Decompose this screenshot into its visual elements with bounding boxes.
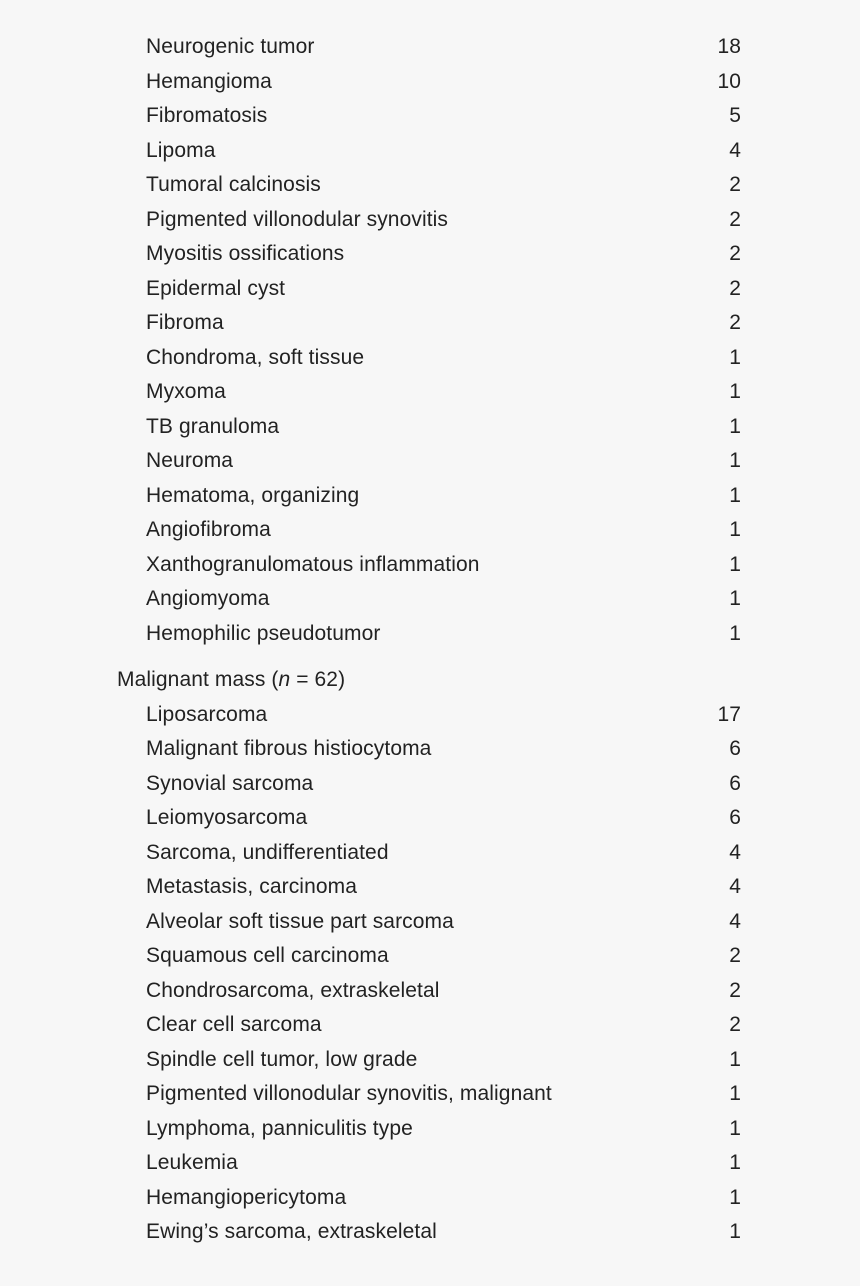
diagnosis-table <box>0 30 860 1250</box>
diagnosis-name: Epidermal cyst <box>146 276 286 300</box>
diagnosis-name: Alveolar soft tissue part sarcoma <box>146 909 454 933</box>
table-row <box>0 30 860 65</box>
table-row <box>0 836 860 871</box>
diagnosis-name: Lymphoma, panniculitis type <box>146 1116 413 1140</box>
case-count: 1 <box>729 1185 741 1209</box>
table-row <box>0 905 860 940</box>
table-row <box>0 548 860 583</box>
diagnosis-name: Leiomyosarcoma <box>146 806 308 830</box>
heading-suffix: = 62) <box>290 668 346 692</box>
case-count: 2 <box>729 311 741 335</box>
diagnosis-name: Synovial sarcoma <box>146 771 314 795</box>
table-row <box>0 65 860 100</box>
table-row <box>0 698 860 733</box>
case-count: 4 <box>729 875 741 899</box>
diagnosis-name: Neurogenic tumor <box>146 35 315 59</box>
table-row <box>0 974 860 1009</box>
diagnosis-name: Fibromatosis <box>146 104 268 128</box>
case-count: 2 <box>729 173 741 197</box>
table-row <box>0 237 860 272</box>
case-count: 1 <box>729 414 741 438</box>
table-row <box>0 582 860 617</box>
diagnosis-name: Liposarcoma <box>146 702 268 726</box>
diagnosis-name: Xanthogranulomatous inflammation <box>146 552 480 576</box>
table-row <box>0 134 860 169</box>
case-count: 1 <box>729 380 741 404</box>
table-row <box>0 99 860 134</box>
diagnosis-name: Lipoma <box>146 138 216 162</box>
case-count: 1 <box>729 449 741 473</box>
case-count: 18 <box>717 35 741 59</box>
table-row <box>0 732 860 767</box>
case-count: 6 <box>729 737 741 761</box>
case-count: 1 <box>729 1220 741 1244</box>
table-row <box>0 617 860 652</box>
table-row <box>0 341 860 376</box>
table-row <box>0 1215 860 1250</box>
diagnosis-name: Pigmented villonodular synovitis, malignant <box>146 1082 552 1106</box>
case-count: 2 <box>729 944 741 968</box>
diagnosis-name: Neuroma <box>146 449 234 473</box>
diagnosis-name: Spindle cell tumor, low grade <box>146 1047 418 1071</box>
group-heading-malignant <box>0 663 860 698</box>
diagnosis-name: TB granuloma <box>146 414 280 438</box>
case-count: 1 <box>729 587 741 611</box>
table-row <box>0 513 860 548</box>
case-count: 4 <box>729 138 741 162</box>
diagnosis-name: Hematoma, organizing <box>146 483 360 507</box>
diagnosis-name: Angiofibroma <box>146 518 271 542</box>
diagnosis-name: Angiomyoma <box>146 587 270 611</box>
table-row <box>0 168 860 203</box>
diagnosis-name: Hemangiopericytoma <box>146 1185 347 1209</box>
table-row <box>0 1043 860 1078</box>
table-row <box>0 870 860 905</box>
table-row <box>0 801 860 836</box>
diagnosis-name: Myxoma <box>146 380 226 404</box>
diagnosis-name: Fibroma <box>146 311 224 335</box>
table-row <box>0 410 860 445</box>
diagnosis-name: Malignant fibrous histiocytoma <box>146 737 432 761</box>
table-row <box>0 767 860 802</box>
diagnosis-name: Clear cell sarcoma <box>146 1013 322 1037</box>
case-count: 6 <box>729 806 741 830</box>
case-count: 4 <box>729 909 741 933</box>
diagnosis-name: Squamous cell carcinoma <box>146 944 389 968</box>
case-count: 17 <box>717 702 741 726</box>
table-row <box>0 203 860 238</box>
case-count: 1 <box>729 345 741 369</box>
table-row <box>0 1112 860 1147</box>
table-row <box>0 272 860 307</box>
case-count: 1 <box>729 1151 741 1175</box>
table-row <box>0 444 860 479</box>
table-row <box>0 1146 860 1181</box>
diagnosis-name: Hemophilic pseudotumor <box>146 621 381 645</box>
table-row <box>0 306 860 341</box>
table-row <box>0 375 860 410</box>
case-count: 6 <box>729 771 741 795</box>
diagnosis-name: Tumoral calcinosis <box>146 173 321 197</box>
case-count: 4 <box>729 840 741 864</box>
case-count: 1 <box>729 1116 741 1140</box>
case-count: 1 <box>729 518 741 542</box>
case-count: 1 <box>729 1082 741 1106</box>
table-row <box>0 939 860 974</box>
diagnosis-name: Ewing’s sarcoma, extraskeletal <box>146 1220 437 1244</box>
table-row <box>0 1008 860 1043</box>
diagnosis-name: Pigmented villonodular synovitis <box>146 207 449 231</box>
heading-n-symbol: n <box>278 668 291 692</box>
diagnosis-name: Hemangioma <box>146 69 272 93</box>
case-count: 1 <box>729 621 741 645</box>
table-row <box>0 1181 860 1216</box>
heading-prefix: Malignant mass ( <box>117 668 279 692</box>
table-row <box>0 1077 860 1112</box>
case-count: 1 <box>729 483 741 507</box>
case-count: 2 <box>729 242 741 266</box>
diagnosis-name: Metastasis, carcinoma <box>146 875 358 899</box>
case-count: 1 <box>729 1047 741 1071</box>
diagnosis-name: Myositis ossifications <box>146 242 345 266</box>
diagnosis-name: Chondrosarcoma, extraskeletal <box>146 978 440 1002</box>
case-count: 2 <box>729 1013 741 1037</box>
diagnosis-name: Sarcoma, undifferentiated <box>146 840 389 864</box>
case-count: 2 <box>729 207 741 231</box>
diagnosis-name: Leukemia <box>146 1151 238 1175</box>
case-count: 2 <box>729 276 741 300</box>
table-row <box>0 479 860 514</box>
group-heading-text <box>0 668 661 692</box>
diagnosis-name: Chondroma, soft tissue <box>146 345 365 369</box>
case-count: 1 <box>729 552 741 576</box>
case-count: 5 <box>729 104 741 128</box>
case-count: 2 <box>729 978 741 1002</box>
case-count: 10 <box>717 69 741 93</box>
